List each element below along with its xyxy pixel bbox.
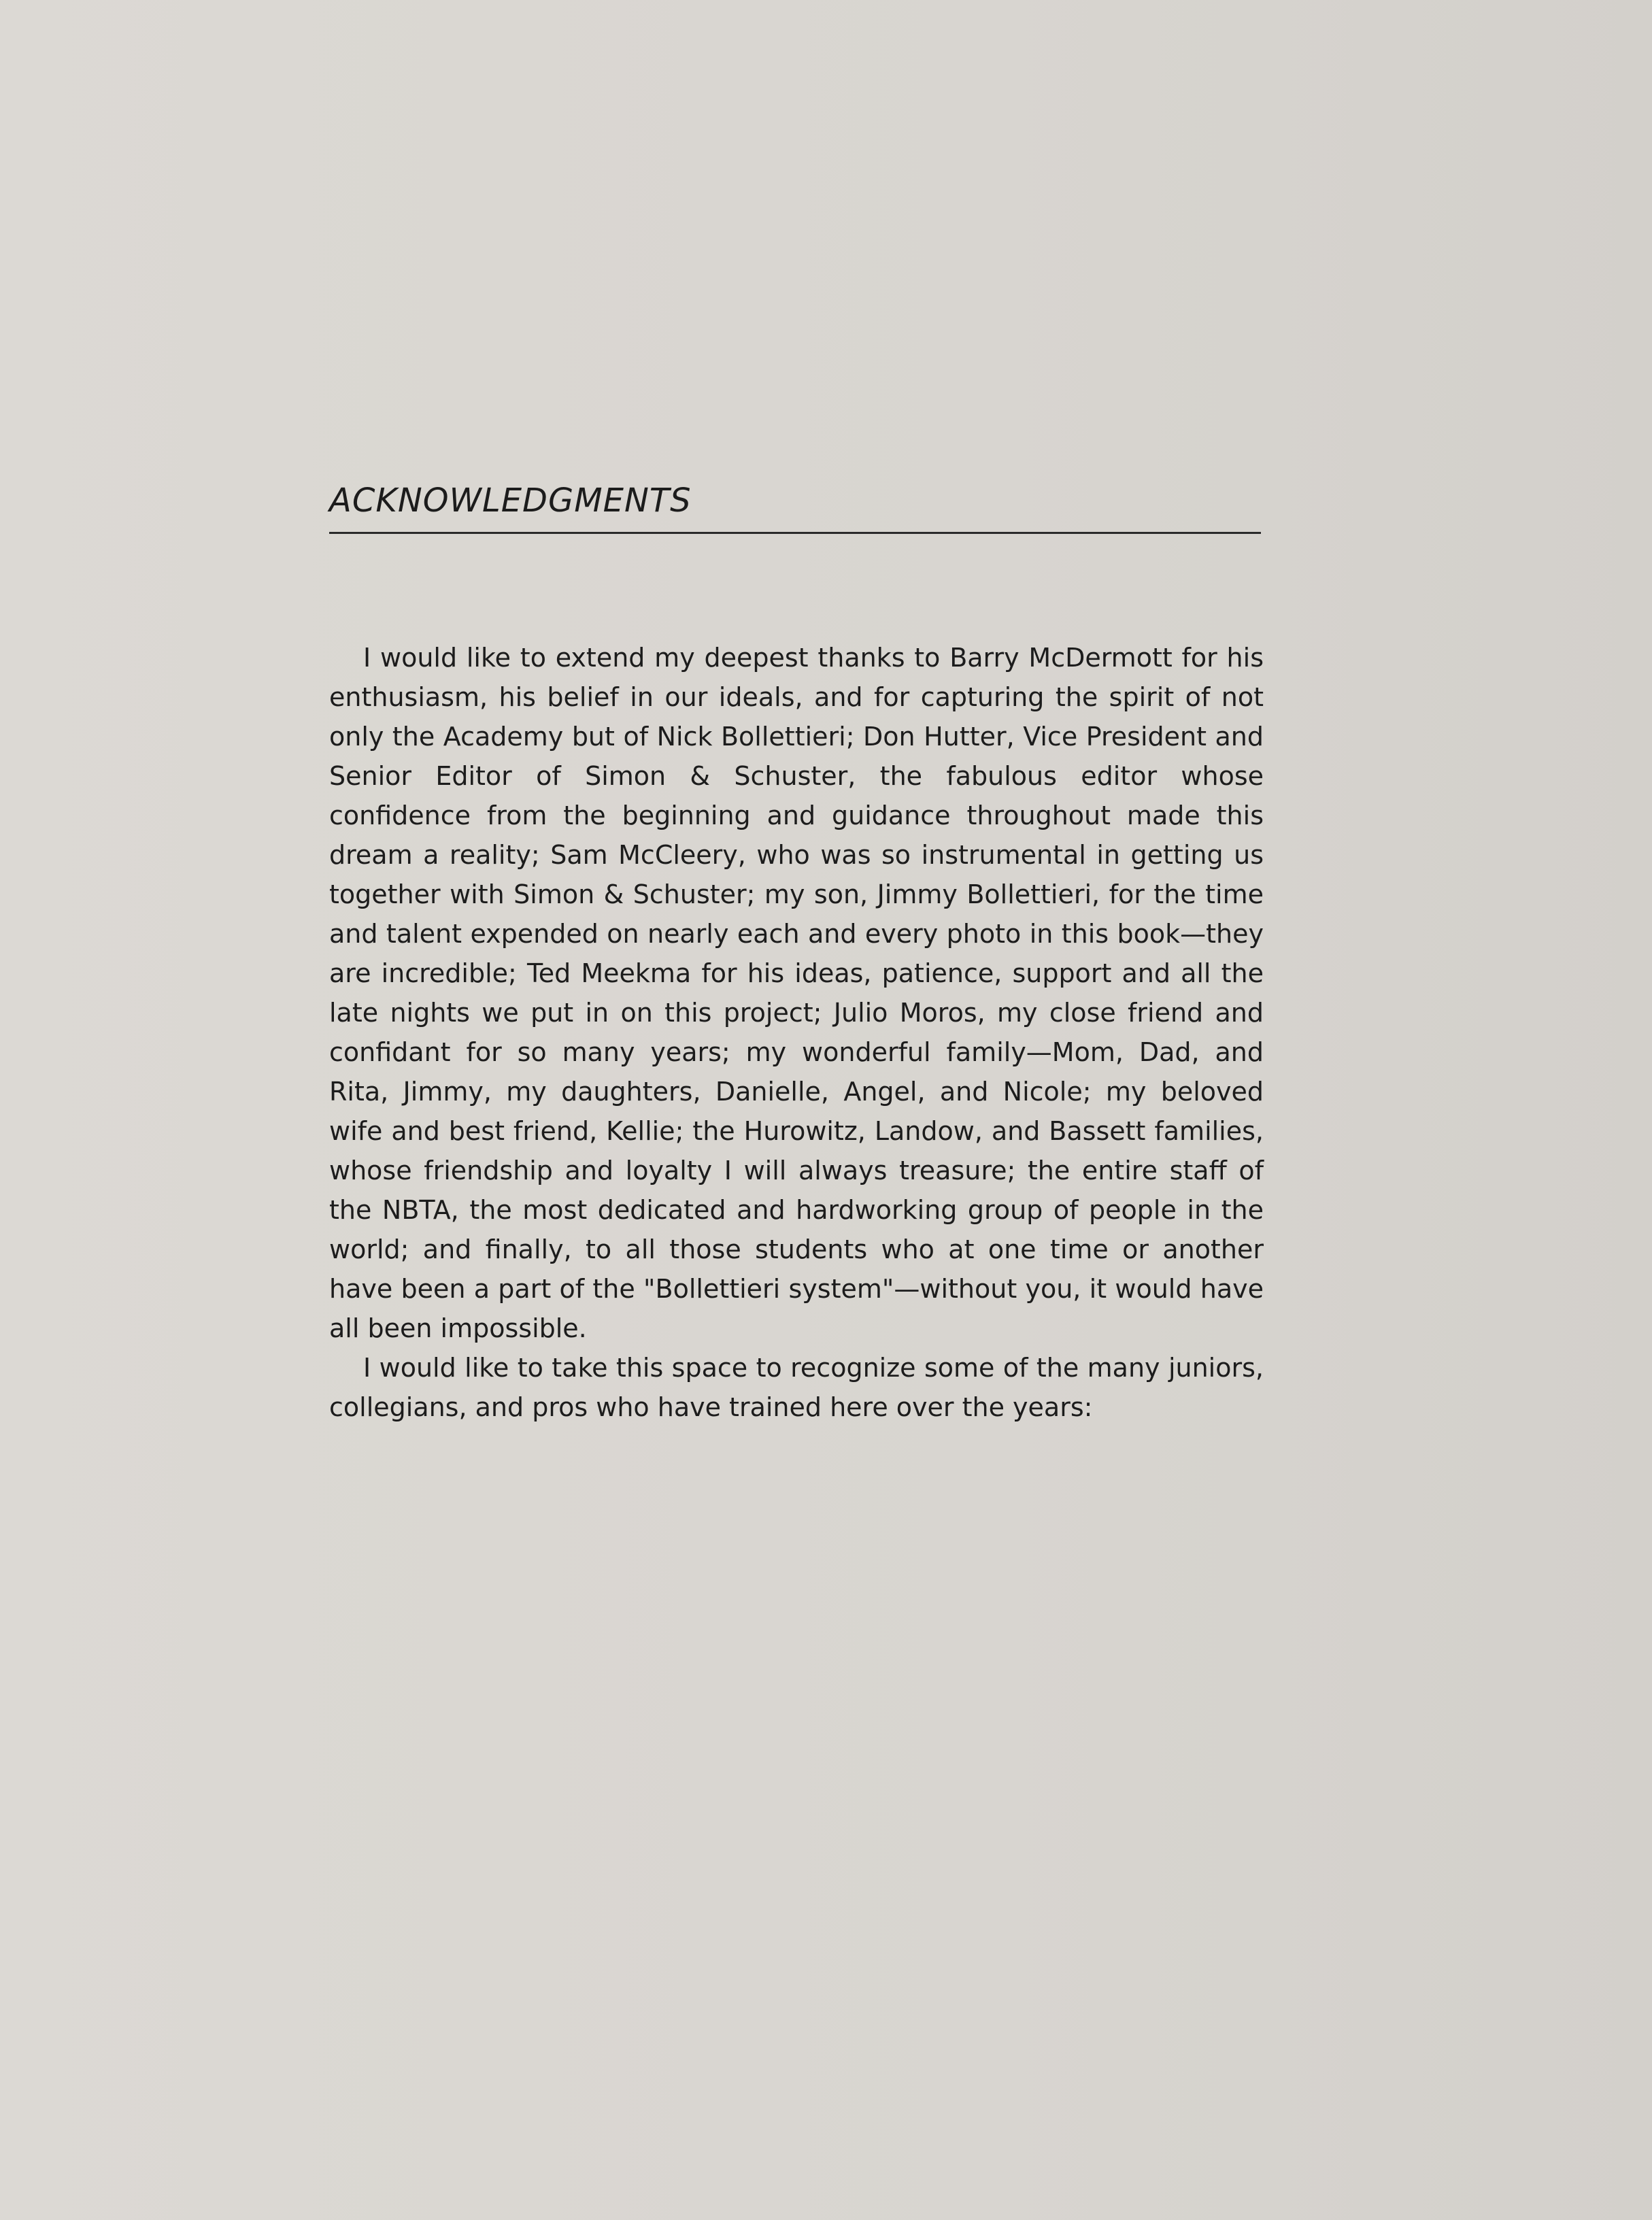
body-text [329, 638, 1264, 1427]
paragraph-recognition: I would like to take this space to recognize some of the many juniors, collegians, and pros who have trained here over the years: [329, 1353, 1264, 1422]
page-heading: ACKNOWLEDGMENTS [329, 482, 692, 520]
heading-divider [329, 532, 1261, 534]
paragraph-acknowledgments: I would like to extend my deepest thanks to Barry McDermott for his enthusiasm, his belief in our ideals, and for capturing the spirit of not only the Academy but of Nick Bollettieri; Don Hutter, Vice President and Senior Editor of Simon & Schuster, the fabulous editor whose confidence from the beginning and guidance throughout made this dream a reality; Sam McCleery, who was so instrumental in getting us together with Simon & Schuster; my son, Jimmy Bollettieri, for the time and talent expended on nearly each and every photo in this book—they are incredible; Ted Meekma for his ideas, patience, support and all the late nights we put in on this project; Julio Moros, my close friend and confidant for so many years; my wonderful family—Mom, Dad, and Rita, Jimmy, my daughters, Danielle, Angel, and Nicole; my beloved wife and best friend, Kellie; the Hurowitz, Landow, and Bassett families, whose friendship and loyalty I will always treasure; the entire staff of the NBTA, the most dedicated and hardworking group of people in the world; and finally, to all those students who at one time or another have been a part of the "Bollettieri system"—without you, it would have all been impossible. [329, 643, 1264, 1343]
